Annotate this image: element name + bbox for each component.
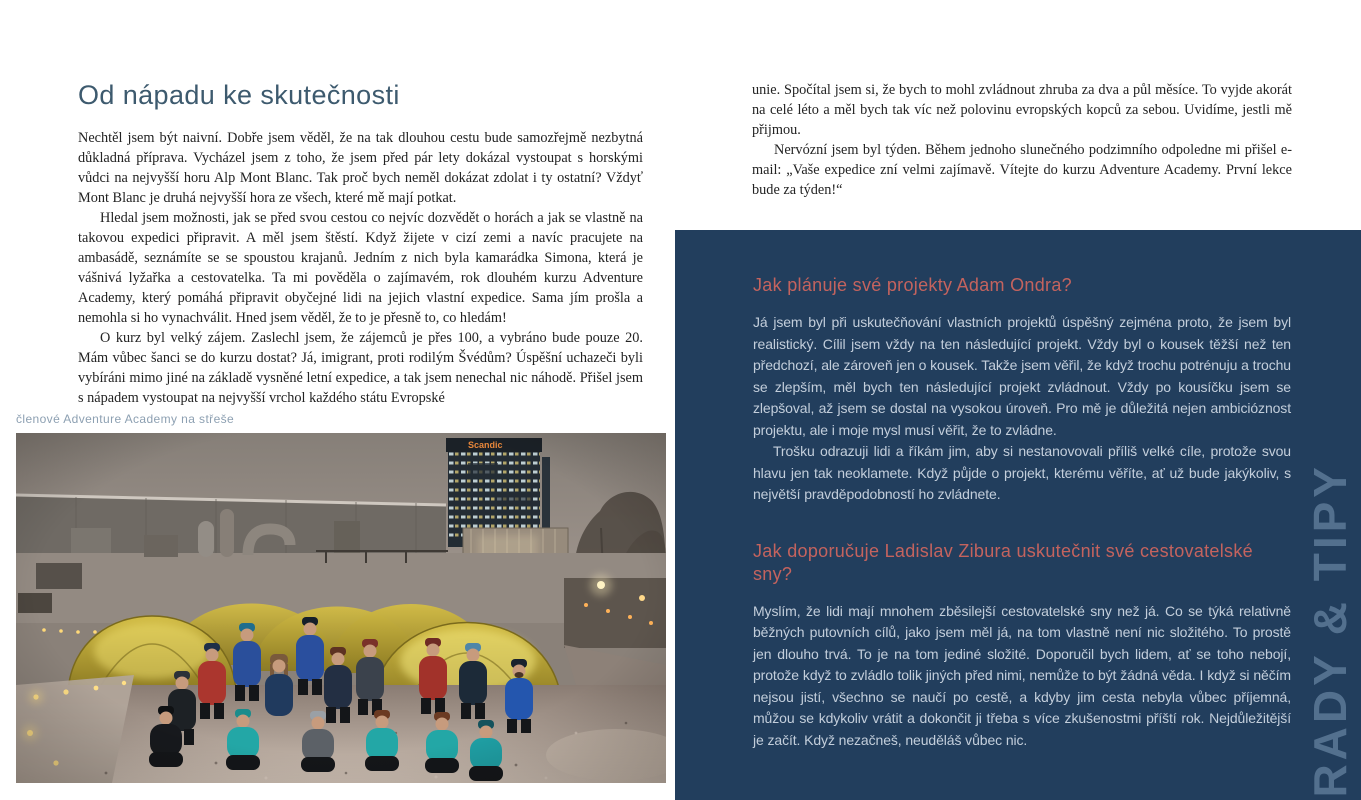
interview-section-adam-ondra (753, 274, 1291, 506)
body-paragraph: O kurz byl velký zájem. Zaslechl jsem, že zájemců je přes 100, a vybráno bude pouze 20. Mám vůbec šanci se do kurzu dostat? Já, imigrant, proti rodilým Švédům? Úspěšní uchazeči byli vybíráni mimo jiné na základě vysněné letní expedice, a tak jsem nenechal nic náhodě. Přišel jsem s nápadem vystoupat na nejvyšší vrchol každého státu Evropské (78, 330, 643, 406)
interview-section-ladislav-zibura (753, 540, 1291, 752)
left-page-column (78, 80, 643, 408)
rooftop-night-photo (16, 433, 666, 783)
body-paragraph: Nervózní jsem byl týden. Během jednoho slunečného podzimního odpoledne mi přišel e-mail: „Vaše expedice zní velmi zajímavě. Vítejte do kurzu Adventure Academy. První lekce bude za týden!“ (752, 142, 1292, 198)
body-paragraph: unie. Spočítal jsem si, že bych to mohl zvládnout zhruba za dva a půl měsíce. To vyjde akorát na celé léto a měl bych tak víc než polovinu evropských kopců za sebou. Uvidíme, jestli mě přijmou. (752, 82, 1292, 138)
left-body-text (78, 128, 643, 408)
interview-answer-paragraph: Já jsem byl při uskutečňování vlastních projektů úspěšný zejména proto, že jsem byl realistický. Cílil jsem vždy na ten následující projekt. Vždy byl o kousek těžší než ten předchozí, ale zároveň jen o kousek. Takže jsem věřil, že když trochu potrénuju a trochu se zlepším, měl bych ten následující projekt zvládnout. Vždy po kousíčku jsem se zlepšoval, až jsem se dostal na vysokou úroveň. Pro mě je důležitá nejen ambicióznost projektu, ale i moje mysl musí věřit, že to zvládne. (753, 314, 1291, 438)
chapter-side-label: RADY & TIPY (1304, 463, 1356, 798)
page-title: Od nápadu ke skutečnosti (78, 80, 400, 110)
right-page-column (752, 80, 1292, 200)
interview-answer-paragraph: Trošku odrazuji lidi a říkám jim, aby si nestanovovali příliš velké cíle, protože svou hlavu jen tak neoklamete. Když půjde o projekt, kterému věříte, ať už bude jakýkoliv, s největší pravděpodobností ho zvládnete. (753, 443, 1291, 502)
body-paragraph: Hledal jsem možnosti, jak se před svou cestou co nejvíc dozvědět o horách a jak se vlastně na takovou expedici připravit. A měl jsem štěstí. Když žijete v cizí zemi a navíc pracujete na ambasádě, seznámíte se se spoustou krajanů. Jedním z nich byla kamarádka Simona, která je vášnivá lyžařka a cestovatelka. Ta mi pověděla o zajímavém, rok dlouhém kurzu Adventure Academy, který pomáhá připravit obyčejné lidi na jejich vlastní expedice. Sama jím prošla a nemohla si ho vynachválit. Hned jsem věděl, že to je přesně to, co hledám! (78, 210, 643, 326)
photo-caption: členové Adventure Academy na střeše (16, 412, 235, 426)
body-paragraph: Nechtěl jsem být naivní. Dobře jsem věděl, že na tak dlouhou cestu bude samozřejmě nezbytná důkladná příprava. Vycházel jsem z toho, že jsem před pár lety dokázal vystoupat s horskými vůdci na nejvyšší horu Alp Mont Blanc. Tak proč bych neměl dokázat zdolat i ty ostatní? Vždyť Mont Blanc je druhá nejvyšší hora ze všech, které mě mají potkat. (78, 130, 643, 206)
interview-question: Jak doporučuje Ladislav Zibura uskutečnit své cestovatelské sny? (753, 540, 1253, 584)
tips-panel (675, 230, 1361, 800)
interview-question: Jak plánuje své projekty Adam Ondra? (753, 275, 1072, 295)
interview-answer-paragraph: Myslím, že lidi mají mnohem zběsilejší cestovatelské sny než já. Co se týká relativně běžných putovních cílů, jako jsem měl já, na tom vlastně není nic složitého. To prostě jen dlouho trvá. To je na tom jediné složité. Doporučil bych lidem, ať se toho nebojí, protože když to zvládlo tolik jiných před nimi, nemůže to být žádná věda. I když si něčím nejsou jistí, všechno se naučí po cestě, a kdyby jim cesta nebyla vůbec příjemná, můžou se kdykoliv vrátit a dokončit ji třeba s více zkušenostmi příští rok. Nejdůležitější je začít. Když nezačneš, neuděláš vůbec nic. (753, 602, 1291, 748)
tips-panel-content (675, 230, 1361, 751)
rooftop-photo-illustration (16, 433, 666, 783)
photo-vignette (16, 433, 666, 783)
